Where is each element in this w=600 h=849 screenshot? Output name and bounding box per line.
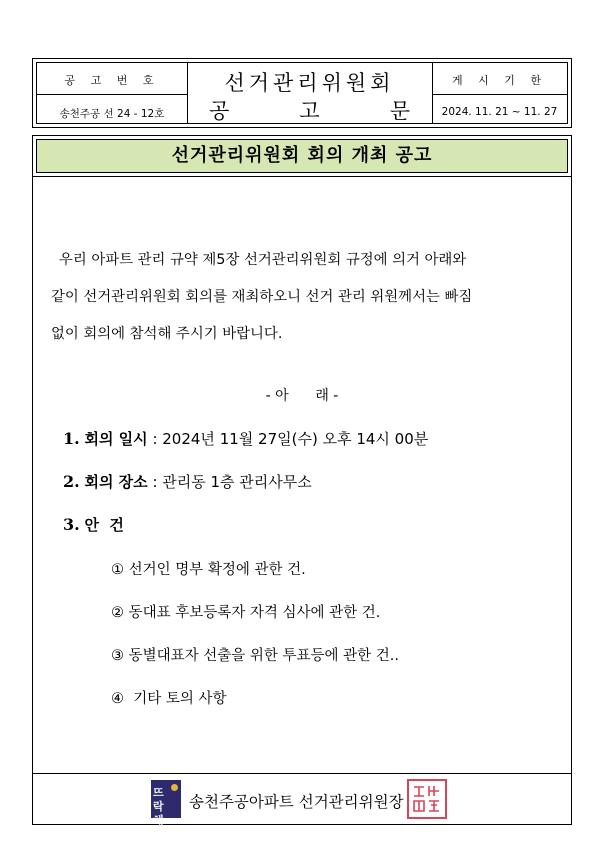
header-inner-border bbox=[36, 62, 568, 124]
notice-paragraph bbox=[51, 242, 561, 353]
below-heading: - 아 래 - bbox=[265, 388, 339, 404]
item-value: : 관리동 1층 관리사무소 bbox=[147, 473, 312, 491]
header-title-cell bbox=[187, 63, 433, 123]
header-title-char: 고 bbox=[299, 99, 320, 123]
item-meeting-place bbox=[63, 471, 312, 492]
item-number: 2. bbox=[63, 472, 80, 491]
notice-body-frame bbox=[32, 135, 572, 825]
header-title-char: 문 bbox=[389, 99, 410, 123]
item-key: 회의 일시 bbox=[84, 430, 148, 448]
apartment-logo bbox=[151, 780, 181, 827]
notice-number-value: 송천주공 선 24 - 12호 bbox=[59, 108, 165, 120]
header-title-line1: 선거관리위원회 bbox=[224, 71, 395, 95]
item-key: 안 건 bbox=[84, 516, 124, 534]
notice-footer bbox=[33, 778, 571, 827]
notice-number-cell bbox=[37, 63, 188, 123]
organization-name: 송천주공아파트 선거관리위원장 bbox=[189, 793, 404, 811]
logo-text: 뜨락채 bbox=[153, 786, 164, 827]
paragraph-line: 같이 선거관리위원회 회의를 재최하오니 선거 관리 위원께서는 빠짐 bbox=[51, 289, 473, 305]
agenda-item: ③ 동별대표자 선출을 위한 투표등에 관한 건.. bbox=[111, 648, 399, 664]
header-title-line2 bbox=[209, 95, 410, 125]
paragraph-line: 우리 아파트 관리 규약 제5장 선거관리위원회 규정에 의거 아래와 bbox=[59, 252, 467, 268]
paragraph-line: 없이 회의에 참석해 주시기 바랍니다. bbox=[51, 326, 283, 342]
item-meeting-date bbox=[63, 428, 428, 449]
item-number: 3. bbox=[63, 515, 80, 534]
agenda-item: ④ 기타 토의 사항 bbox=[111, 691, 227, 707]
notice-number-label: 공 고 번 호 bbox=[64, 74, 160, 87]
posting-period-value: 2024. 11. 21 ~ 11. 27 bbox=[441, 106, 558, 118]
item-key: 회의 장소 bbox=[84, 473, 148, 491]
item-value: : 2024년 11월 27일(수) 오후 14시 00분 bbox=[147, 430, 429, 448]
agenda-item: ② 동대표 후보등록자 자격 심사에 관한 건. bbox=[111, 605, 381, 621]
posting-period-label: 게 시 기 한 bbox=[452, 74, 547, 87]
item-agenda bbox=[63, 514, 124, 535]
notice-title: 선거관리위원회 회의 개최 공고 bbox=[36, 139, 568, 173]
header-title-char: 공 bbox=[209, 99, 230, 123]
item-number: 1. bbox=[63, 429, 80, 448]
agenda-item: ① 선거인 명부 확정에 관한 건. bbox=[111, 562, 306, 578]
posting-period-cell bbox=[432, 63, 567, 123]
notice-header-table bbox=[32, 58, 572, 128]
official-seal-icon bbox=[407, 779, 447, 819]
